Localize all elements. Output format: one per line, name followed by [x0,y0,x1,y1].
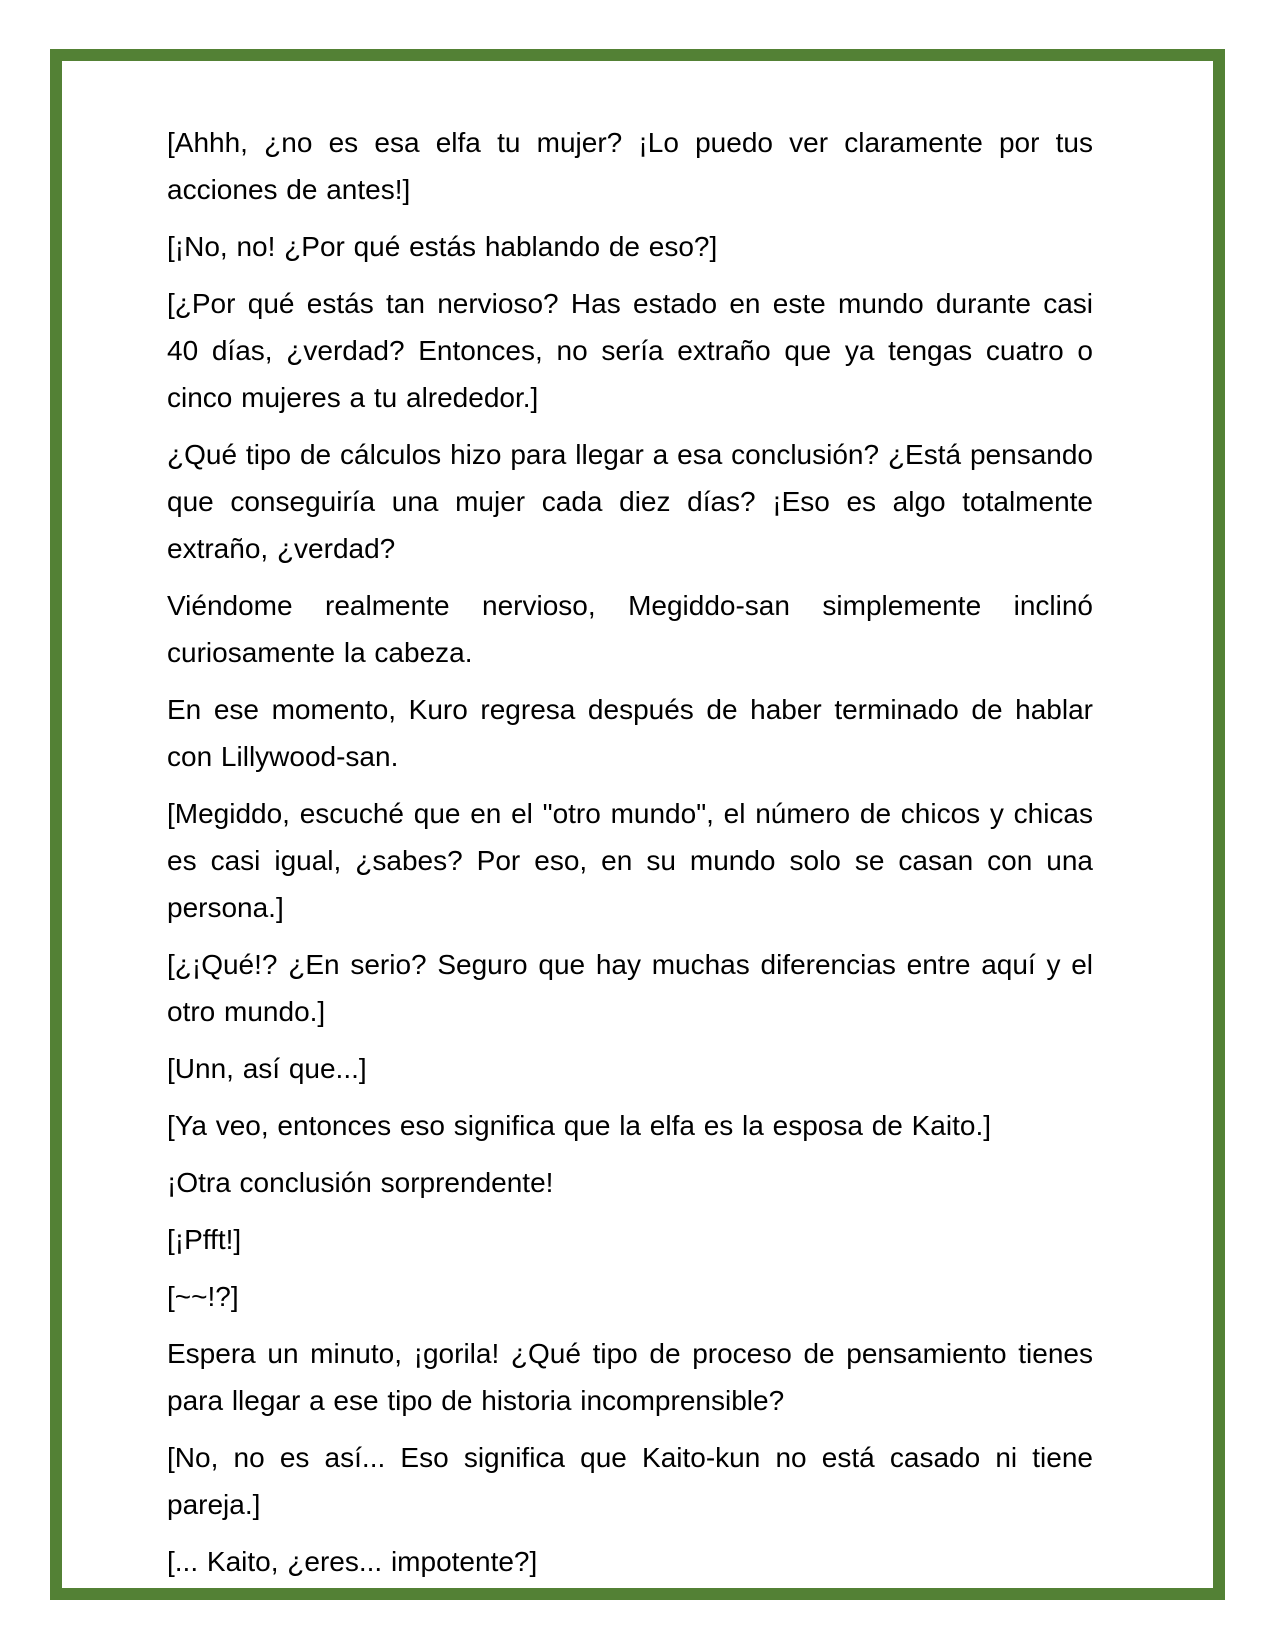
page-border-frame [50,49,1225,1600]
page-content [62,61,1213,1585]
paragraph: [Ahhh, ¿no es esa elfa tu mujer? ¡Lo puedo ver claramente por tus acciones de antes!] [167,127,1093,205]
paragraph: [Ya veo, entonces eso significa que la elfa es la esposa de Kaito.] [167,1110,991,1141]
paragraph: ¿Qué tipo de cálculos hizo para llegar a esa conclusión? ¿Está pensando que conseguiría una mujer cada diez días? ¡Eso es algo totalmente extraño, ¿verdad? [167,439,1093,564]
paragraph: [~~!?] [167,1281,239,1312]
paragraph: [¿¡Qué!? ¿En serio? Seguro que hay muchas diferencias entre aquí y el otro mundo.] [167,949,1093,1027]
paragraph: En ese momento, Kuro regresa después de haber terminado de hablar con Lillywood-san. [167,694,1093,772]
paragraph: Espera un minuto, ¡gorila! ¿Qué tipo de proceso de pensamiento tienes para llegar a ese tipo de historia incomprensible? [167,1338,1093,1416]
paragraph: [Unn, así que...] [167,1053,367,1084]
paragraph: [¡Pfft!] [167,1224,242,1255]
paragraph: ¡Otra conclusión sorprendente! [167,1167,554,1198]
paragraph: [¿Por qué estás tan nervioso? Has estado en este mundo durante casi 40 días, ¿verdad? Entonces, no sería extraño que ya tengas cuatro o cinco mujeres a tu alrededor.] [167,288,1093,413]
paragraph: [¡No, no! ¿Por qué estás hablando de eso?] [167,231,718,262]
paragraph: [Megiddo, escuché que en el "otro mundo", el número de chicos y chicas es casi igual, ¿sabes? Por eso, en su mundo solo se casan con una persona.] [167,798,1093,923]
paragraph: Viéndome realmente nervioso, Megiddo-san simplemente inclinó curiosamente la cabeza. [167,590,1093,668]
paragraph: [... Kaito, ¿eres... impotente?] [167,1546,538,1577]
paragraph: [No, no es así... Eso significa que Kaito-kun no está casado ni tiene pareja.] [167,1442,1093,1520]
